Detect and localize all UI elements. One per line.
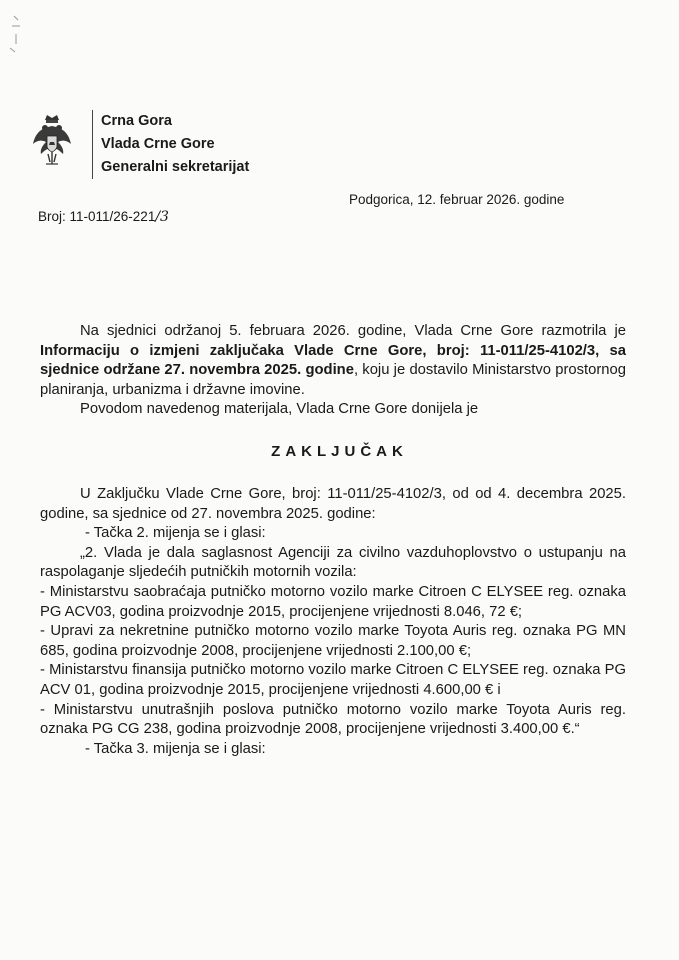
intro-part-1: Na sjednici održanoj 5. februara 2026. godine, Vlada Crne Gore razmotrila je (80, 323, 626, 339)
body-paragraph-8: - Tačka 3. mijenja se i glasi: (85, 740, 266, 757)
scan-artifact (6, 14, 28, 54)
body-paragraph-2: - Tačka 2. mijenja se i glasi: (85, 525, 266, 542)
intro-bold-title: Informaciju o izmjeni zaključaka Vlade Crne Gore, broj: 11-011/25-4102/3, sa sjednice održane 27. novembra 2025. godine (40, 342, 626, 379)
follow-up-line: Povodom navedenog materijala, Vlada Crne Gore donijela je (80, 401, 479, 418)
intro-paragraph (40, 322, 626, 400)
org-line-secretariat: Generalni sekretarijat (101, 159, 250, 175)
body-paragraph-7: - Ministarstvu unutrašnjih poslova putničko motorno vozilo marke Toyota Auris reg. oznaka PG CG 238, godina proizvodnje 2008, procijenjene vrijednosti 3.400,00 €.“ (40, 701, 626, 738)
date-line: Podgorica, 12. februar 2026. godine (349, 192, 565, 207)
intro-part-2: , koju je dostavilo Ministarstvo prostornog planiranja, urbanizma i državne imovine. (40, 362, 626, 398)
body-paragraph-3: „2. Vlada je dala saglasnost Agenciji za civilno vazduhoplovstvo o ustupanju na raspolaganje sljedećih putničkih motornih vozila: (40, 544, 626, 581)
body-paragraph-5: - Upravi za nekretnine putničko motorno vozilo marke Toyota Auris reg. oznaka PG MN 685, godina proizvodnje 2008, procijenjene vrijednosti 2.100,00 €; (40, 623, 626, 659)
organization-lines (92, 110, 249, 179)
document-title: ZAKLJUČAK (271, 443, 408, 460)
reference-number (38, 209, 169, 225)
montenegro-coat-of-arms-icon (32, 114, 72, 170)
body-paragraph-6: - Ministarstvu finansija putničko motorno vozilo marke Citroen C ELYSEE reg. oznaka PG ACV 01, godina proizvodnje 2015, procijenjene vrijednosti 4.600,00 € i (40, 662, 626, 698)
body-paragraph-4: - Ministarstvu saobraćaja putničko motorno vozilo marke Citroen C ELYSEE reg. oznaka PG ACV03, godina proizvodnje 2015, procijenjene vrijednosti 8.046, 72 €; (40, 583, 626, 620)
org-line-country: Crna Gora (101, 113, 172, 129)
org-line-government: Vlada Crne Gore (101, 136, 215, 152)
intro-section (40, 322, 626, 420)
conclusion-body (40, 485, 626, 759)
reference-label: Broj: 11-011/26-221 (38, 209, 156, 224)
reference-handwritten-suffix: /3 (155, 209, 169, 225)
body-paragraph-1: U Zaključku Vlade Crne Gore, broj: 11-011/25-4102/3, od od 4. decembra 2025. godine, sa sjednice od 27. novembra 2025. godine: (40, 486, 626, 522)
